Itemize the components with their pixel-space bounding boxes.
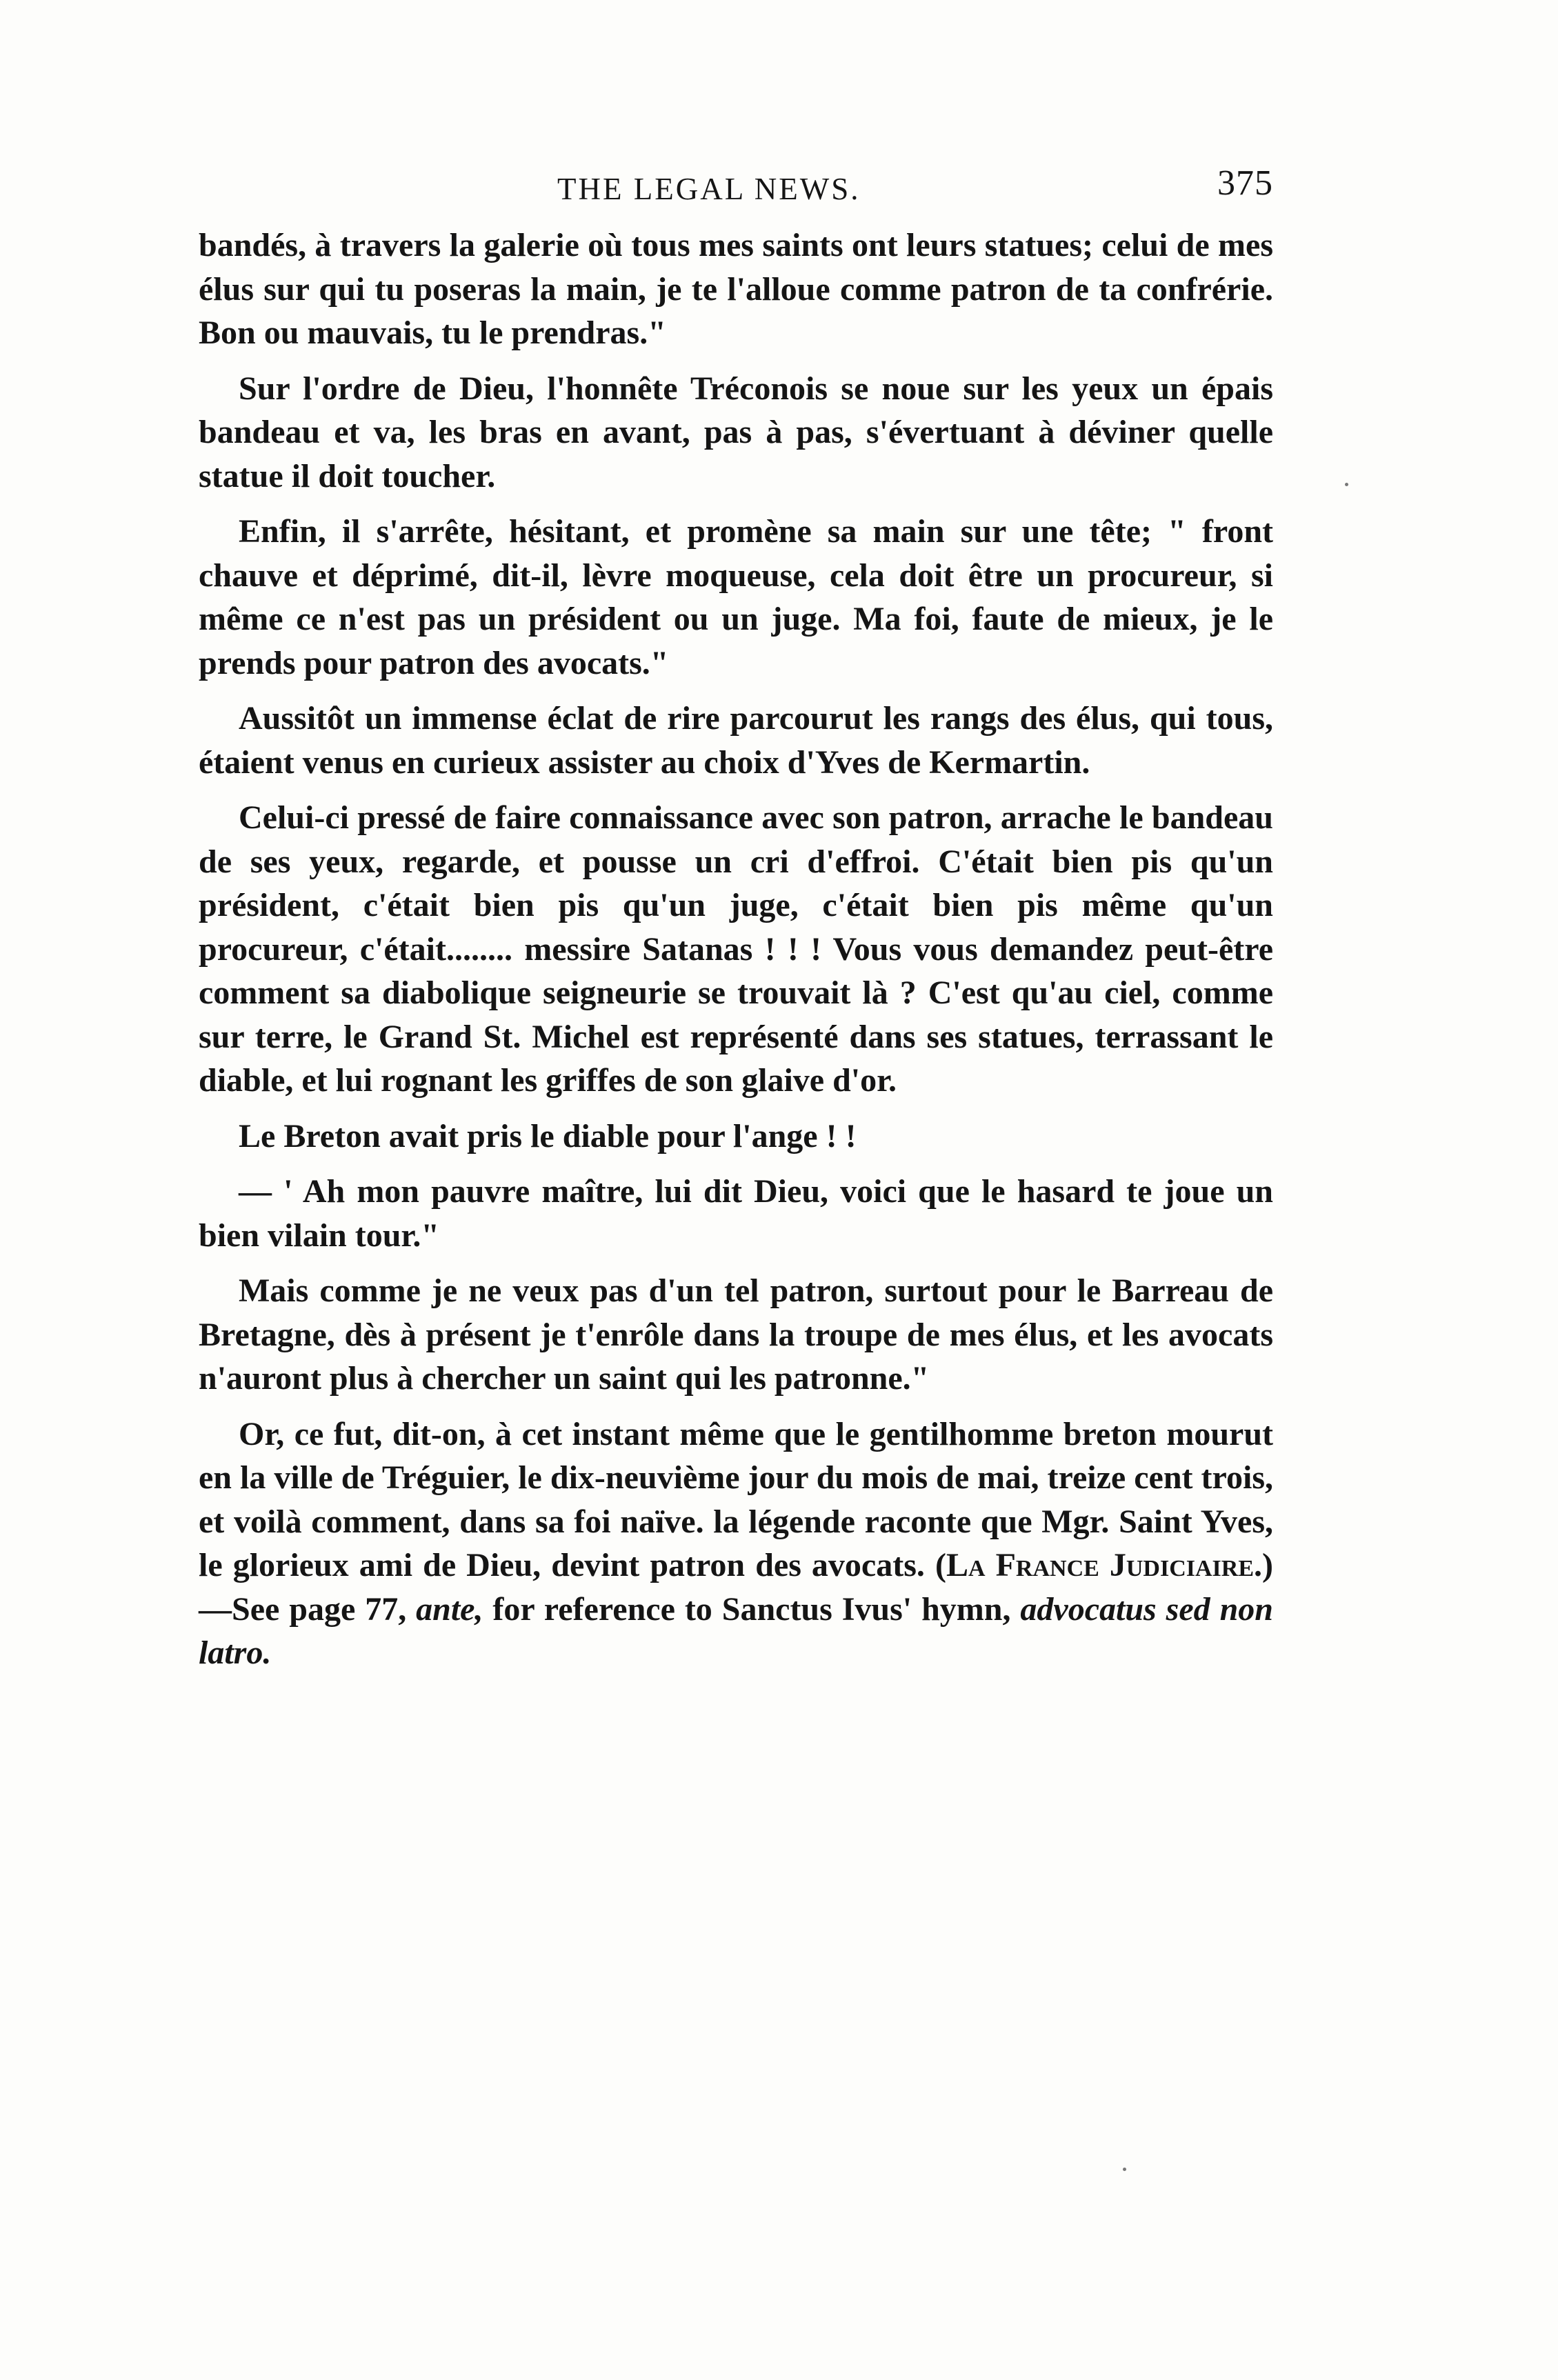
- journal-title: THE LEGAL NEWS.: [557, 172, 861, 206]
- paragraph: [199, 697, 1273, 784]
- text-run: for reference to Sanctus Ivus' hymn,: [483, 1590, 1021, 1628]
- paragraph: [199, 223, 1273, 355]
- text-run: Aussitôt un immense éclat de rire parcourut les rangs des élus, qui tous, étaient venus en curieux assister au choix d'Yves de Kermartin.: [199, 700, 1273, 781]
- text-run: Mais comme je ne veux pas d'un tel patron, surtout pour le Barreau de Bretagne, dès à présent je t'enrôle dans la troupe de mes élus, et les avocats n'auront plus à chercher un saint qui les patronne.": [199, 1272, 1273, 1397]
- text-run: Le Breton avait pris le diable pour l'ange ! !: [239, 1117, 857, 1154]
- small-caps-text: La France Judiciaire: [946, 1547, 1254, 1583]
- italic-text: ante,: [416, 1590, 483, 1628]
- paragraph: [199, 1114, 1273, 1159]
- paragraph: [199, 367, 1273, 499]
- page-content: [199, 157, 1273, 1687]
- text-run: — ' Ah mon pauvre maître, lui dit Dieu, voici que le hasard te joue un bien vilain tour.": [199, 1173, 1273, 1254]
- text-run: Celui-ci pressé de faire connaissance avec son patron, arrache le bandeau de ses yeux, regarde, et pousse un cri d'effroi. C'était bien pis qu'un président, c'était bien pis qu'un juge, c'était bien pis même qu'un procureur, c'était........ messire Satanas ! ! ! Vous vous demandez peut-être comment sa diabolique seigneurie se trouvait là ? C'est qu'au ciel, comme sur terre, le Grand St. Michel est représenté dans ses statues, terrassant le diable, et lui rognant les griffes de son glaive d'or.: [199, 799, 1273, 1099]
- text-run: Or, ce fut, dit-on, à cet instant même que le gentilhomme breton mourut en la ville de Tréguier, le dix-neuvième jour du mois de mai, treize cent trois, et voilà comment, dans sa foi naïve. la légende raconte que Mgr. Saint Yves, le glorieux ami de Dieu, devint patron des avocats. (: [199, 1415, 1273, 1583]
- paragraph: [199, 510, 1273, 685]
- text-run: Enfin, il s'arrête, hésitant, et promène sa main sur une tête; " front chauve et déprimé, dit-il, lèvre moqueuse, cela doit être un procureur, si même ce n'est pas un président ou un juge. Ma foi, faute de mieux, je le prends pour patron des avocats.": [199, 513, 1273, 681]
- text-run: bandés, à travers la galerie où tous mes saints ont leurs statues; celui de mes élus sur qui tu poseras la main, je te l'alloue comme patron de ta confrérie. Bon ou mauvais, tu le prendras.": [199, 227, 1273, 351]
- text-run: .)—See page 77,: [199, 1547, 1273, 1628]
- paragraph: [199, 1269, 1273, 1401]
- scan-speck: [1345, 483, 1348, 486]
- scan-speck: [1123, 2168, 1126, 2171]
- paragraph: [199, 796, 1273, 1103]
- paragraph: [199, 1170, 1273, 1257]
- paragraph: [199, 1412, 1273, 1675]
- italic-text: advocatus sed non latro.: [199, 1590, 1273, 1671]
- page-number: 375: [1217, 163, 1273, 203]
- article-body: [199, 223, 1273, 1675]
- running-head: [199, 157, 1273, 212]
- text-run: Sur l'ordre de Dieu, l'honnête Tréconois se noue sur les yeux un épais bandeau et va, les bras en avant, pas à pas, s'évertuant à déviner quelle statue il doit toucher.: [199, 370, 1273, 494]
